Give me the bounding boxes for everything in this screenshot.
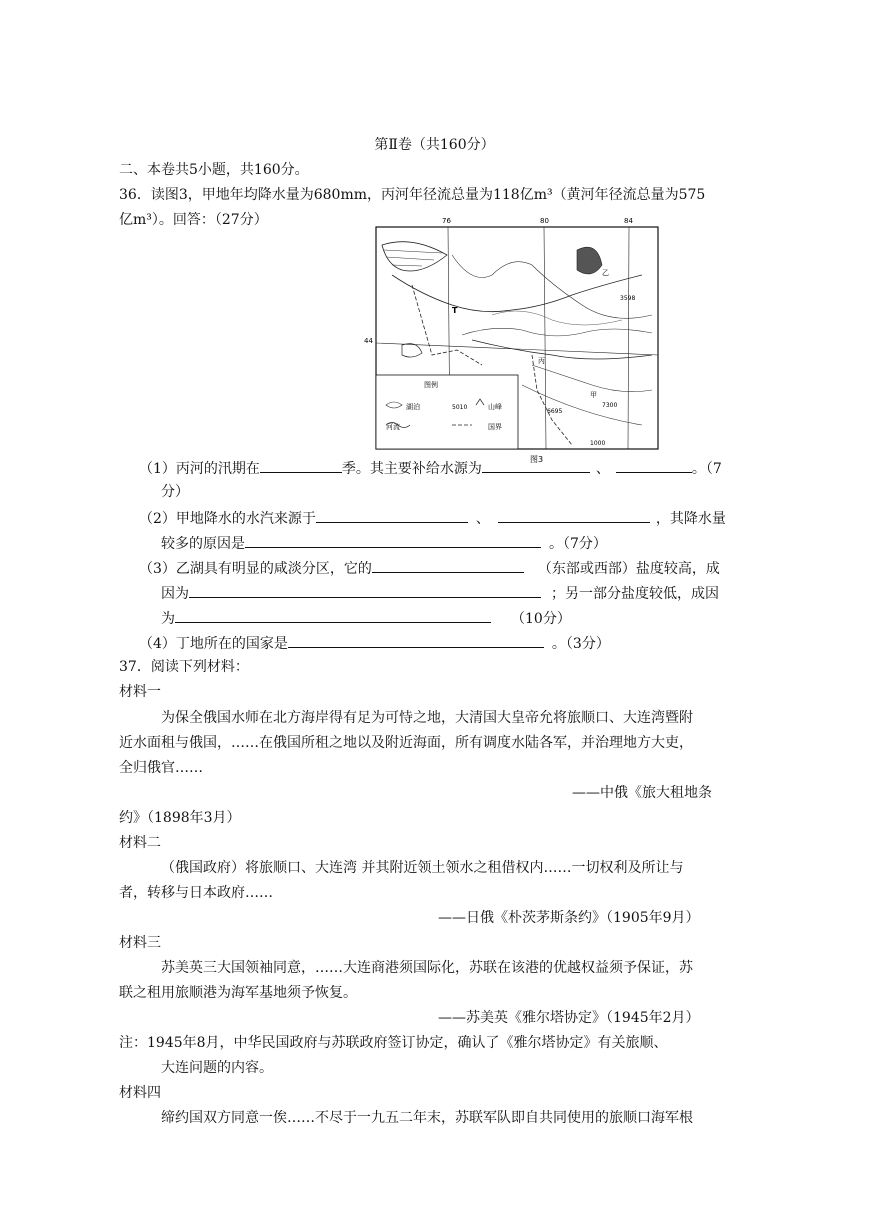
answer-blank-1a[interactable] [260, 457, 342, 473]
answer-blank-3b[interactable] [189, 582, 541, 598]
map-legend [376, 375, 518, 449]
material-1-source: ——中俄《旅大租地条 [572, 785, 712, 801]
q36-line2: 亿m³）。回答：（27分） [119, 212, 268, 228]
q36-sub3: （3）乙湖具有明显的咸淡分区，它的 （东部或西部）盐度较高，成 [139, 557, 720, 579]
place-label-t: T [452, 306, 458, 315]
answer-blank-2c[interactable] [245, 532, 541, 548]
section-title: 第Ⅱ卷（共160分） [374, 137, 495, 153]
material-3-line2: 联之租用旅顺港为海军基地须予恢复。 [119, 985, 357, 1001]
q36-sub3-cont2: 为 （10分） [161, 607, 571, 629]
place-label-bing: 丙 [538, 357, 545, 365]
answer-blank-4[interactable] [288, 632, 544, 648]
legend-lake: 湖泊 [406, 403, 420, 411]
material-1-title: 材料一 [119, 684, 161, 700]
lon-76-label: 76 [442, 217, 451, 225]
material-4-title: 材料四 [119, 1085, 161, 1101]
material-1-line3: 全归俄官…… [119, 760, 203, 776]
note-line2: 大连问题的内容。 [161, 1060, 273, 1076]
lon-80-label: 80 [540, 217, 549, 225]
q36-sub2: （2）甲地降水的水汽来源于 、 ，其降水量 [139, 507, 726, 529]
part-two-heading: 二、本卷共5小题，共160分。 [119, 162, 309, 178]
legend-border: 国界 [488, 423, 502, 431]
material-2-line1: （俄国政府）将旅顺口、大连湾 并其附近领土领水之租借权内……一切权利及所让与 [161, 860, 684, 876]
q36-sub3-cont1: 因为 ；另一部分盐度较低，成因 [161, 582, 719, 604]
legend-peak: 山峰 [488, 403, 502, 411]
material-2-source: ——日俄《朴茨茅斯条约》（1905年9月） [438, 910, 700, 926]
material-2-title: 材料二 [119, 835, 161, 851]
q36-line1: 36．读图3，甲地年均降水量为680mm，丙河年径流总量为118亿m³（黄河年径流总量为575 [119, 187, 706, 203]
q36-sub1: （1）丙河的汛期在 季。其主要补给水源为 、 。（7 [139, 457, 722, 479]
material-1-line1: 为保全俄国水师在北方海岸得有足为可恃之地，大清国大皇帝允将旅顺口、大连湾暨附 [161, 710, 693, 726]
legend-title: 图例 [424, 381, 438, 389]
q37-intro: 37．阅读下列材料： [119, 659, 249, 675]
material-3-title: 材料三 [119, 935, 161, 951]
material-4-line1: 缔约国双方同意一俟……不尽于一九五二年末，苏联军队即自共同使用的旅顺口海军根 [161, 1110, 693, 1126]
material-3-source: ——苏美英《雅尔塔协定》（1945年2月） [438, 1010, 700, 1026]
q36-sub1-cont: 分） [161, 484, 189, 500]
place-label-yi: 乙 [602, 269, 609, 277]
map-caption: 图3 [530, 455, 544, 464]
legend-value: 5010 [452, 404, 468, 411]
answer-blank-2b[interactable] [498, 507, 650, 523]
q36-sub4: （4）丁地所在的国家是 。（3分） [139, 632, 610, 654]
material-1-source-cont: 约》（1898年3月） [119, 810, 241, 826]
answer-blank-1b[interactable] [482, 457, 590, 473]
place-label-jia: 甲 [590, 391, 597, 399]
map-figure-3 [362, 215, 662, 465]
answer-blank-1c[interactable] [616, 457, 692, 473]
answer-blank-3a[interactable] [372, 557, 524, 573]
material-1-line2: 近水面租与俄国，……在俄国所租之地以及附近海面，所有调度水陆各军，并治理地方大吏， [119, 735, 693, 751]
lon-84-label: 84 [624, 217, 633, 225]
note-line1: 注：1945年8月，中华民国政府与苏联政府签订协定，确认了《雅尔塔协定》有关旅顺、 [119, 1035, 668, 1051]
material-3-line1: 苏美英三大国领袖同意，……大连商港须国际化，苏联在该港的优越权益须予保证，苏 [161, 960, 693, 976]
answer-blank-2a[interactable] [316, 507, 468, 523]
elevation-3598: 3598 [620, 295, 636, 302]
answer-blank-3c[interactable] [175, 607, 491, 623]
q36-sub2-cont: 较多的原因是 。（7分） [161, 532, 607, 554]
legend-river: 河流 [386, 423, 400, 431]
elevation-1000: 1000 [590, 440, 606, 447]
lat-44-label: 44 [364, 337, 373, 345]
elevation-6695: 6695 [547, 408, 563, 415]
elevation-7300: 7300 [602, 402, 618, 409]
material-2-line2: 者，转移与日本政府…… [119, 885, 273, 901]
